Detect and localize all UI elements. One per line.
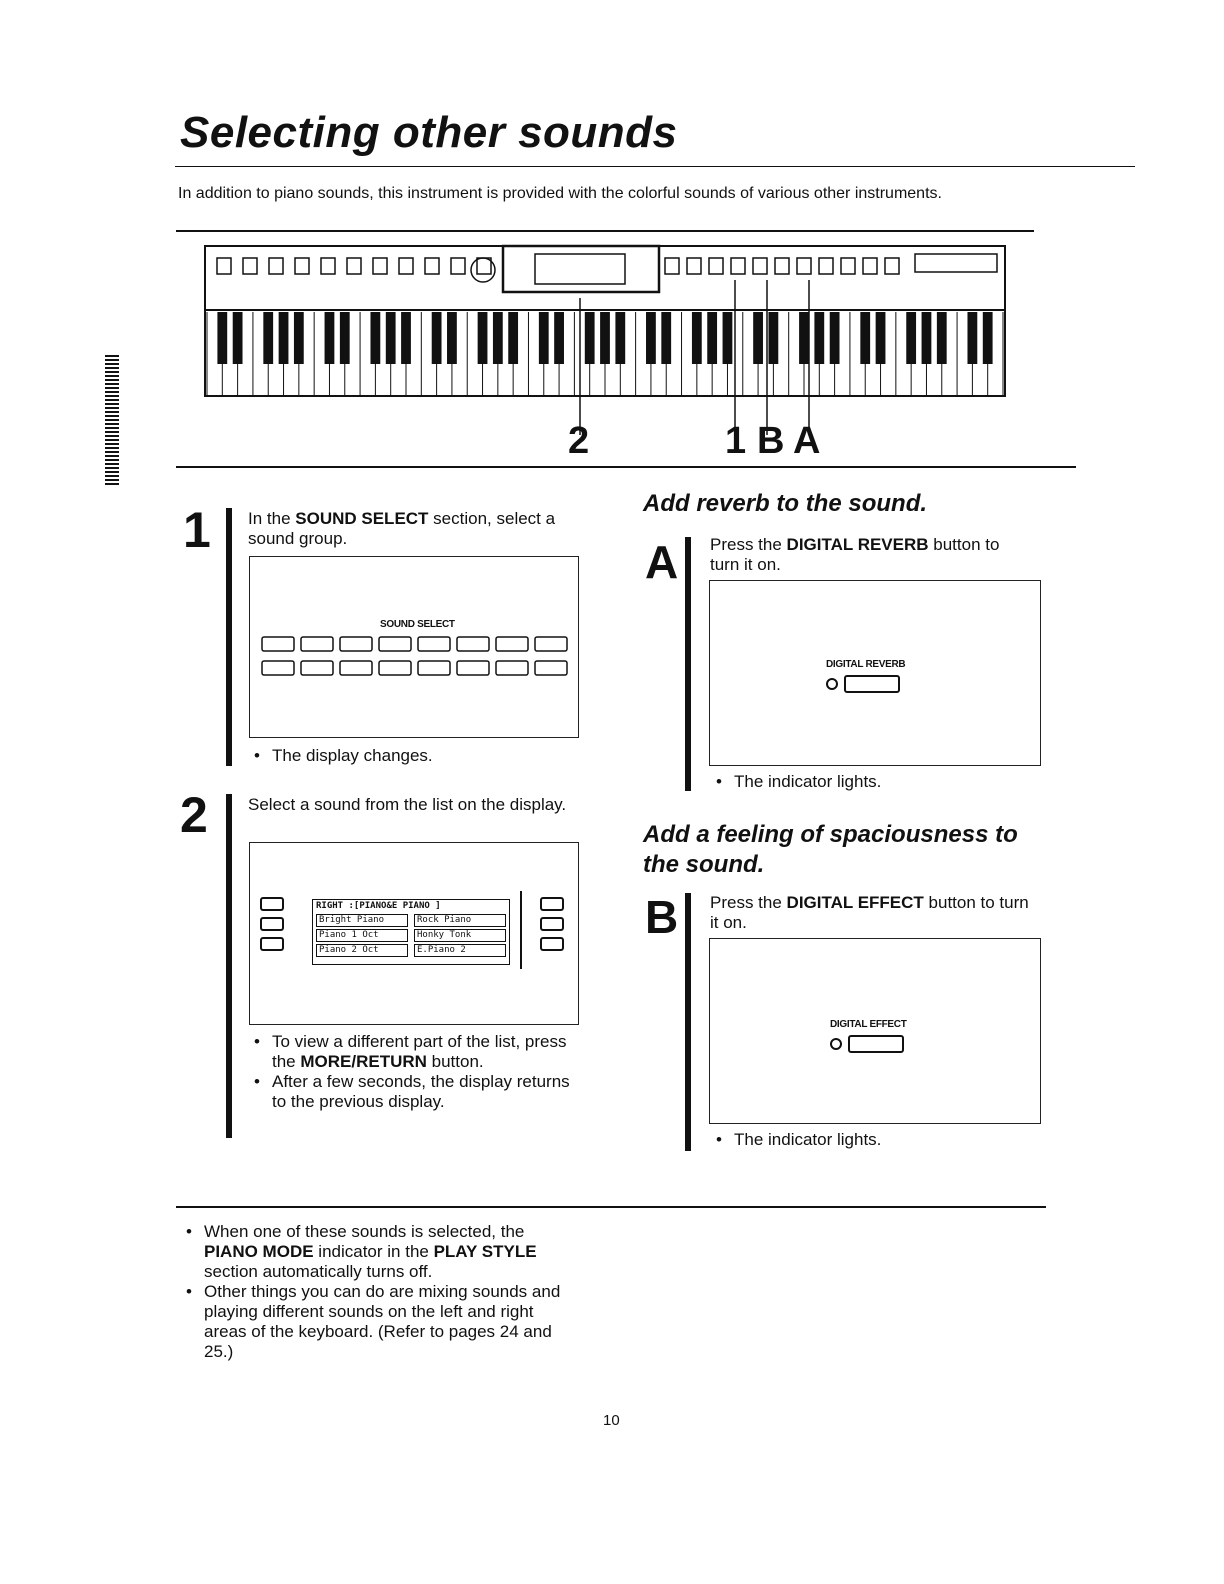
step2-text: Select a sound from the list on the display. [248, 795, 567, 814]
sound-select-heading: SOUND SELECT [380, 619, 455, 630]
sound-group-button [340, 661, 372, 675]
step1-bullet: • The display changes. [248, 746, 578, 766]
sound-group-button [418, 637, 450, 651]
lcd-screen [312, 899, 510, 965]
lcd-item: Piano 1 Oct [316, 929, 408, 942]
step1-bullets [248, 746, 578, 766]
display-left-button [260, 897, 284, 911]
note-1: • When one of these sounds is selected, the PIANO MODE indicator in the PLAY STYLE section automatically turns off. [180, 1222, 580, 1282]
reverb-bullets [710, 772, 1030, 792]
effect-bullets [710, 1130, 1030, 1150]
effect-text: Press the DIGITAL EFFECT button to turn it on. [710, 893, 1029, 932]
black-key [661, 312, 671, 364]
black-key [325, 312, 335, 364]
black-key [370, 312, 380, 364]
sound-group-button [418, 661, 450, 675]
black-key [983, 312, 993, 364]
black-key [432, 312, 442, 364]
step2-bar [226, 794, 232, 1138]
sound-select-panel [249, 556, 579, 738]
reverb-bullet: • The indicator lights. [710, 772, 1030, 792]
black-key [707, 312, 717, 364]
sound-group-button [496, 661, 528, 675]
title-rule [175, 166, 1135, 167]
black-key [937, 312, 947, 364]
black-key [233, 312, 243, 364]
sound-group-button [496, 637, 528, 651]
black-key [340, 312, 350, 364]
black-key [585, 312, 595, 364]
black-key [615, 312, 625, 364]
sound-group-button [457, 637, 489, 651]
display-panel [249, 842, 579, 1025]
black-key [922, 312, 932, 364]
sound-group-button [301, 637, 333, 651]
black-key [386, 312, 396, 364]
callout-a: A [793, 420, 821, 462]
display-right-button [540, 937, 564, 951]
step2-number: 2 [180, 787, 208, 843]
black-key [692, 312, 702, 364]
black-key [263, 312, 273, 364]
step1-number: 1 [183, 502, 211, 558]
display-right-button [540, 897, 564, 911]
intro-rule [176, 230, 1034, 232]
sound-group-button [379, 661, 411, 675]
digital-reverb-button[interactable] [844, 675, 900, 693]
black-key [217, 312, 227, 364]
callout-1: 1 [725, 420, 747, 462]
step2-bullets [248, 1032, 578, 1112]
display-right-button [540, 917, 564, 931]
black-key [830, 312, 840, 364]
digital-effect-label: DIGITAL EFFECT [830, 1019, 907, 1030]
black-key [753, 312, 763, 364]
sound-group-button [535, 637, 567, 651]
reverb-bar [685, 537, 691, 791]
effect-bullet: • The indicator lights. [710, 1130, 1030, 1150]
display-right-buttons [540, 897, 564, 951]
black-key [539, 312, 549, 364]
display-left-button [260, 917, 284, 931]
lcd-item: Honky Tonk [414, 929, 506, 942]
page-number: 10 [603, 1412, 620, 1429]
effect-bar [685, 893, 691, 1151]
black-key [401, 312, 411, 364]
reverb-letter: A [645, 536, 679, 588]
sound-group-button [379, 637, 411, 651]
step1-bar [226, 508, 232, 766]
black-key [508, 312, 518, 364]
notes [180, 1222, 580, 1362]
reverb-heading: Add reverb to the sound. [643, 490, 928, 517]
black-key [279, 312, 289, 364]
display-left-buttons [260, 897, 284, 951]
lcd-header: RIGHT :[PIANO&E PIANO ] [316, 901, 441, 911]
black-key [814, 312, 824, 364]
step2-bullet-1: • To view a different part of the list, press the MORE/RETURN button. [248, 1032, 578, 1072]
black-key [478, 312, 488, 364]
display-left-button [260, 937, 284, 951]
reverb-indicator-icon [826, 678, 838, 690]
lcd-item: E.Piano 2 [414, 944, 506, 957]
black-key [906, 312, 916, 364]
lcd-item: Piano 2 Oct [316, 944, 408, 957]
digital-reverb-label: DIGITAL REVERB [826, 659, 906, 670]
effect-heading: Add a feeling of spaciousness to the sound. [643, 821, 1018, 878]
reverb-panel [709, 580, 1041, 766]
step2-bullet-2: • After a few seconds, the display returns to the previous display. [248, 1072, 578, 1112]
sound-group-button [301, 661, 333, 675]
callout-b: B [757, 420, 785, 462]
black-key [493, 312, 503, 364]
effect-letter: B [645, 891, 679, 943]
black-key [799, 312, 809, 364]
black-key [554, 312, 564, 364]
keyboard-illustration [195, 240, 1025, 470]
black-key [294, 312, 304, 364]
sound-group-button [262, 661, 294, 675]
black-key [447, 312, 457, 364]
black-key [967, 312, 977, 364]
effect-panel [709, 938, 1041, 1124]
black-key [860, 312, 870, 364]
step1-text: In the SOUND SELECT section, select a sound group. [248, 509, 556, 548]
reverb-text: Press the DIGITAL REVERB button to turn it on. [710, 535, 1000, 574]
black-key [768, 312, 778, 364]
note-2: • Other things you can do are mixing sounds and playing different sounds on the left and right areas of the keyboard. (Refer to pages 24 and 25.) [180, 1282, 580, 1362]
margin-mark [105, 355, 119, 485]
intro-text: In addition to piano sounds, this instrument is provided with the colorful sounds of various other instruments. [178, 185, 942, 202]
black-key [600, 312, 610, 364]
display-divider [520, 891, 522, 969]
notes-rule [176, 1206, 1046, 1208]
sound-group-button [340, 637, 372, 651]
digital-effect-button[interactable] [848, 1035, 904, 1053]
lcd-item: Bright Piano [316, 914, 408, 927]
sound-group-button [535, 661, 567, 675]
sound-group-button [262, 637, 294, 651]
black-key [646, 312, 656, 364]
black-key [876, 312, 886, 364]
page-title: Selecting other sounds [180, 108, 678, 157]
sound-group-button [457, 661, 489, 675]
sound-group-buttons [258, 631, 570, 681]
lcd-item: Rock Piano [414, 914, 506, 927]
black-key [723, 312, 733, 364]
diagram-rule [176, 466, 1076, 468]
callout-2: 2 [568, 420, 590, 462]
effect-indicator-icon [830, 1038, 842, 1050]
